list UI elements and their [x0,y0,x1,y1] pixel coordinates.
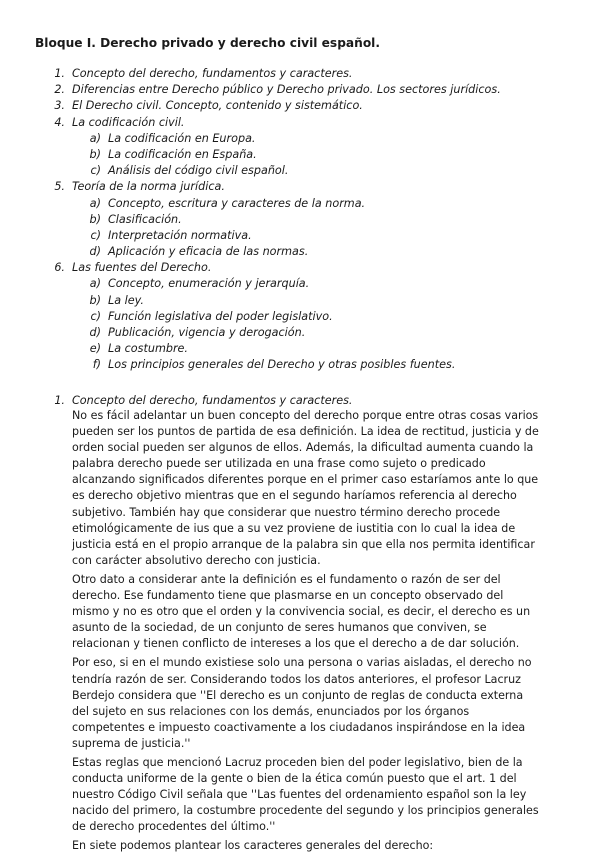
outline-item-number: 3. [54,99,65,113]
paragraph: Otro dato a considerar ante la definición es el fundamento o razón de ser del derecho. Ese fundamento tiene que plasmarse en un concepto observado del mismo y no es otro que el orden y la convivencia social, es decir, el derecho es un asunto de la sociedad, de un conjunto de seres humanos que conviven, se relacionan y tienen conflicto de intereses a los que el derecho a de dar solución. [72,572,531,651]
outline-item-number: c) [90,164,101,178]
page-title: Bloque I. Derecho privado y derecho civil español. [35,36,380,50]
outline-item-text: Los principios generales del Derecho y otras posibles fuentes. [108,358,456,372]
outline-item [0,66,600,82]
section-heading [0,393,600,409]
outline-item [0,131,600,147]
outline-item-text: El Derecho civil. Concepto, contenido y sistemático. [72,99,363,113]
outline-item [0,212,600,228]
outline-item-text: La codificación en Europa. [108,131,256,145]
paragraph: Por eso, si en el mundo existiese solo una persona o varias aisladas, el derecho no tendría razón de ser. Considerando todos los datos anteriores, el profesor Lacruz Berdejo considera que ''El derecho es un conjunto de reglas de conducta externa del sujeto en sus relaciones con los demás, enunciados por los órganos competentes e impuesto coactivamente a los ciudadanos inspirándose en la idea suprema de justicia.'' [72,656,532,750]
outline-item [0,325,600,341]
outline-item [0,147,600,163]
outline-item-number: 1. [54,67,65,80]
outline-item-number: a) [89,277,101,291]
outline-item-number: 4. [54,115,65,129]
outline-item [0,276,600,292]
outline-item [0,196,600,212]
outline-item-number: d) [89,245,101,259]
outline-item-number: b) [89,212,101,226]
outline-item [0,82,600,98]
outline-item-number: b) [89,293,101,307]
outline-list [0,66,600,374]
outline-item [0,244,600,260]
outline-item-number: a) [89,196,101,210]
section-heading-text: Concepto del derecho, fundamentos y caracteres. [72,394,353,407]
outline-item-number: 2. [54,83,65,97]
outline-item [0,341,600,357]
outline-item-text: La codificación en España. [108,147,257,161]
outline-item [0,163,600,179]
outline-item-text: Concepto, escritura y caracteres de la norma. [108,196,366,210]
outline-item-number: c) [90,228,101,242]
paragraph: Estas reglas que mencionó Lacruz proceden bien del poder legislativo, bien de la conducta uniforme de la gente o bien de la ética común puesto que el art. 1 del nuestro Código Civil señala que ''Las fuentes del ordenamiento español son la ley nacido del primero, la costumbre procedente del segundo y los principios generales de derecho procedentes del último.'' [72,755,539,834]
outline-item-text: Clasificación. [108,212,182,226]
outline-item-number: a) [89,131,101,145]
outline-item-number: d) [89,326,101,339]
outline-item-number: 6. [54,261,65,275]
outline-item [0,179,600,195]
outline-item-text: La codificación civil. [72,115,185,129]
outline-item-number: f) [92,358,101,372]
section-number: 1. [54,394,65,407]
outline-item [0,260,600,276]
outline-item [0,98,600,114]
outline-item-text: Interpretación normativa. [108,228,252,242]
paragraph: En siete podemos plantear los caracteres generales del derecho: [72,839,434,853]
outline-item [0,293,600,309]
section-body [72,408,542,858]
outline-item-text: Teoría de la norma jurídica. [72,180,225,194]
outline-item-text: Análisis del código civil español. [108,164,289,178]
outline-item-text: Concepto, enumeración y jerarquía. [108,277,310,291]
outline-item [0,115,600,131]
outline-item [0,309,600,325]
outline-item-text: Función legislativa del poder legislativo. [108,309,333,323]
outline-item-number: c) [90,309,101,323]
outline-item-number: e) [89,342,101,356]
outline-item [0,228,600,244]
paragraph: No es fácil adelantar un buen concepto del derecho porque entre otras cosas varios pueden ser los puntos de partida de esa definición. La idea de rectitud, justicia y de orden social pueden ser algunos de ellos. Además, la dificultad aumenta cuando la palabra derecho puede ser utilizada en una frase como sujeto o predicado alcanzando significados diferentes porque en el primer caso estaríamos ante lo que es derecho objetivo mientras que en el segundo haríamos referencia al derecho subjetivo. También hay que considerar que nuestro término derecho procede etimológicamente de ius que a su vez proviene de iustitia con lo cual la idea de justicia está en el propio arranque de la palabra sin que ella nos permita identificar con carácter absolutivo derecho con justicia. [72,409,539,567]
outline-item-number: b) [89,147,101,161]
outline-item [0,357,600,373]
outline-item-text: Publicación, vigencia y derogación. [108,326,306,339]
outline-item-text: La costumbre. [108,342,188,356]
outline-item-text: Aplicación y eficacia de las normas. [108,245,309,259]
outline-item-text: La ley. [108,293,144,307]
outline-item-text: Concepto del derecho, fundamentos y caracteres. [72,67,353,80]
outline-item-text: Las fuentes del Derecho. [72,261,212,275]
outline-item-text: Diferencias entre Derecho público y Derecho privado. Los sectores jurídicos. [72,83,501,97]
outline-item-number: 5. [54,180,65,194]
